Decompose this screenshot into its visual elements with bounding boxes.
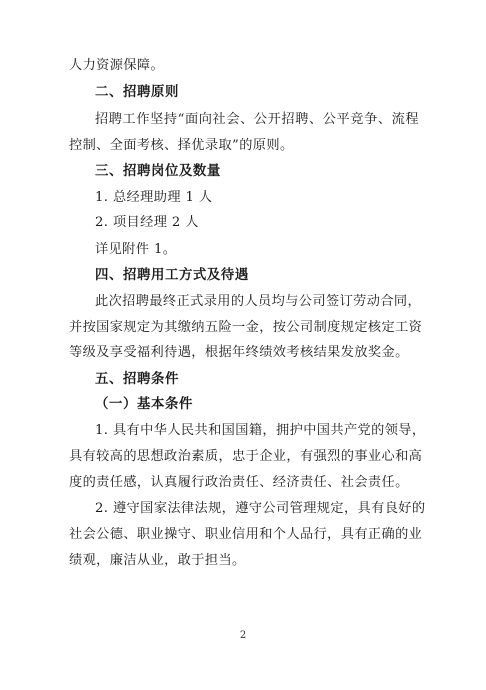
section-heading-positions: 三、招聘岗位及数量 bbox=[95, 164, 221, 179]
section-heading-requirements: 五、招聘条件 bbox=[95, 372, 179, 387]
subsection-heading-basic-requirements: （一）基本条件 bbox=[95, 397, 193, 412]
employment-line-3: 等级及享受福利待遇，根据年终绩效考核结果发放奖金。 bbox=[69, 345, 409, 360]
paragraph-continuation: 人力资源保障。 bbox=[69, 58, 165, 73]
principles-line-2: 控制、全面考核、择优录取”的原则。 bbox=[69, 138, 294, 153]
requirement-1-line-3: 度的责任感，认真履行政治责任、经济责任、社会责任。 bbox=[69, 475, 409, 490]
employment-line-1: 此次招聘最终正式录用的人员均与公司签订劳动合同， bbox=[95, 294, 422, 309]
attachment-reference: 详见附件 1。 bbox=[95, 242, 177, 257]
employment-line-2: 并按国家规定为其缴纳五险一金，按公司制度规定核定工资 bbox=[69, 320, 423, 335]
section-heading-recruitment-principles: 二、招聘原则 bbox=[95, 85, 179, 100]
requirement-1-line-2: 具有较高的思想政治素质，忠于企业，有强烈的事业心和高 bbox=[69, 449, 423, 464]
section-heading-employment-terms: 四、招聘用工方式及待遇 bbox=[95, 268, 249, 283]
requirement-2-line-3: 绩观，廉洁从业，敢于担当。 bbox=[69, 553, 246, 568]
requirement-2-line-2: 社会公德、职业操守、职业信用和个人品行，具有正确的业 bbox=[69, 527, 423, 542]
principles-line-1: 招聘工作坚持“面向社会、公开招聘、公平竞争、流程 bbox=[95, 112, 419, 127]
requirement-1-line-1: 1. 具有中华人民共和国国籍，拥护中国共产党的领导， bbox=[95, 423, 426, 438]
page-number: 2 bbox=[239, 630, 247, 641]
requirement-2-line-1: 2. 遵守国家法律法规，遵守公司管理规定，具有良好的 bbox=[95, 501, 426, 516]
position-item-1: 1. 总经理助理 1 人 bbox=[95, 190, 213, 205]
position-item-2: 2. 项目经理 2 人 bbox=[95, 215, 199, 230]
